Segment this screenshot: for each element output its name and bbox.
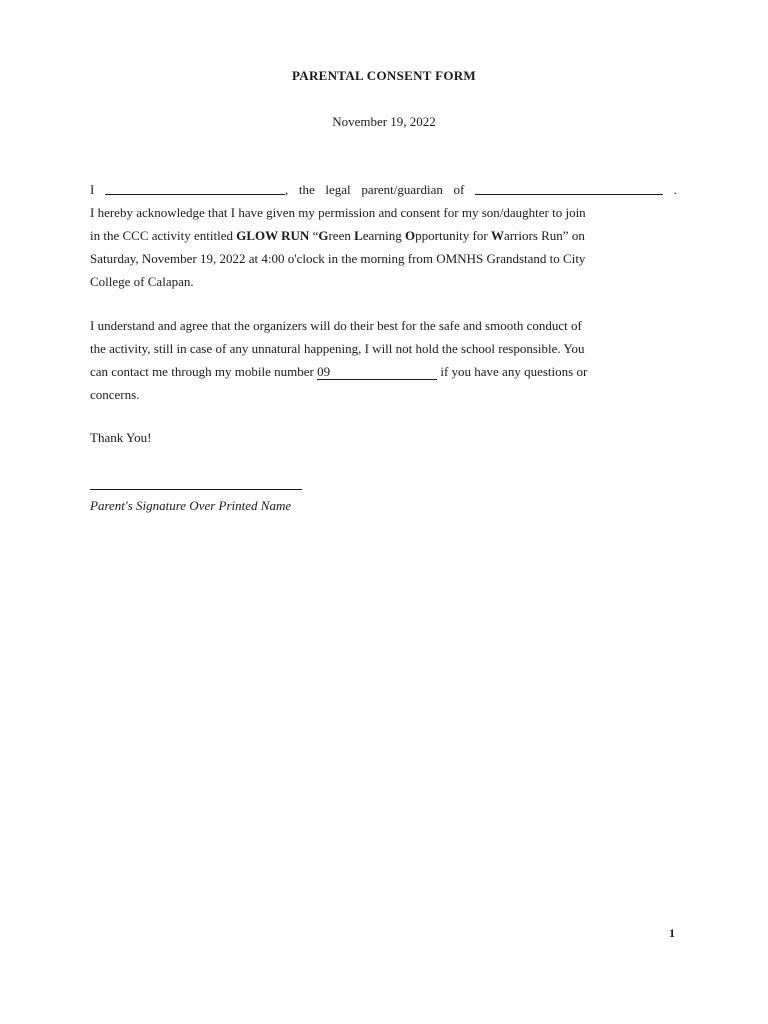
consent-line-5-text: College of Calapan.	[90, 274, 194, 289]
word-of: of	[453, 182, 465, 197]
consent-line-4	[90, 247, 677, 270]
consent-line-4-text: Saturday, November 19, 2022 at 4:00 o'clock in the morning from OMNHS Grandstand to City	[90, 251, 586, 266]
signature-caption: Parent's Signature Over Printed Name	[90, 498, 292, 513]
comma: ,	[284, 182, 289, 197]
responsibility-line-2: the activity, still in case of any unnatural happening, I will not hold the school responsible. You	[90, 341, 585, 356]
form-date: November 19, 2022	[332, 114, 436, 129]
consent-line-5	[90, 270, 677, 293]
signature-line	[90, 489, 302, 490]
period: .	[673, 182, 677, 197]
activity-text: in the CCC activity entitled GLOW RUN “Green Learning Opportunity for Warriors Run” on	[90, 228, 585, 243]
consent-paragraph	[90, 178, 677, 293]
form-title: PARENTAL CONSENT FORM	[292, 68, 476, 83]
responsibility-line-4: concerns.	[90, 387, 140, 402]
word-legal: legal	[325, 182, 351, 197]
activity-name: GLOW RUN	[236, 228, 310, 243]
pronoun-i: I	[90, 182, 95, 197]
child-name-blank	[475, 181, 663, 195]
consent-line-2-text: I hereby acknowledge that I have given my permission and consent for my son/daughter to join	[90, 205, 586, 220]
responsibility-line-1: I understand and agree that the organizers will do their best for the safe and smooth conduct of	[90, 318, 582, 333]
parent-name-blank	[105, 178, 288, 201]
responsibility-paragraph	[90, 314, 677, 406]
word-parent-guardian: parent/guardian	[361, 182, 443, 197]
consent-line-3	[90, 224, 677, 247]
word-the: the	[298, 182, 315, 197]
page-number: 1	[669, 926, 675, 940]
consent-line-2	[90, 201, 677, 224]
closing-text: Thank You!	[90, 430, 152, 445]
responsibility-line-3: can contact me through my mobile number 09 if you have any questions or	[90, 364, 588, 379]
mobile-number-blank: 09	[317, 365, 437, 380]
consent-line-1	[90, 178, 677, 201]
